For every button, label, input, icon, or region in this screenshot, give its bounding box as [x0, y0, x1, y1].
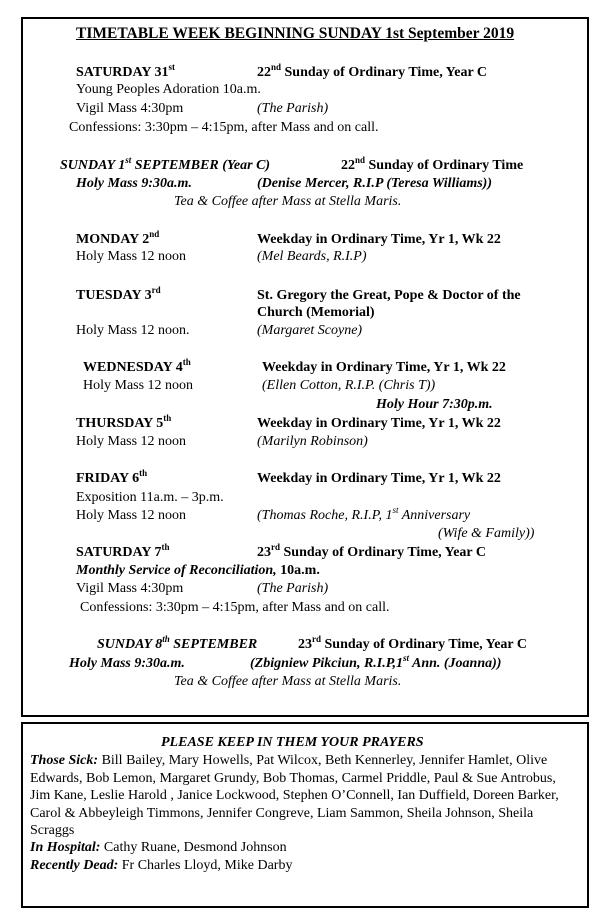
prayers-heading: PLEASE KEEP IN THEM YOUR PRAYERS [161, 735, 424, 750]
sick-names: Bill Bailey, Mary Howells, Pat Wilcox, Beth Kennerley, Jennifer Hamlet, Olive Edwards, Bob Lemon, Margaret Grundy, Bob Thomas, Carmel Priddle, Paul & Sue Antrobus, Jim Kane, Leslie Harold , Janice Lockwood, Stephen O’Connell, Ian Duffield, Doreen Barker, Carol & Abbeyleigh Timmons, Jennifer Congreve, Liam Sammon, Sheila Johnson, Sheila Scraggs [30, 753, 559, 838]
sat7-occasion: 23rd Sunday of Ordinary Time, Year C [257, 542, 487, 560]
prayers-sick [30, 752, 575, 840]
wed-holy-hour: Holy Hour 7:30p.m. [376, 397, 493, 412]
fri-occasion: Weekday in Ordinary Time, Yr 1, Wk 22 [257, 471, 501, 486]
fri-exposition: Exposition 11a.m. – 3p.m. [76, 490, 224, 505]
fri-intention-2: (Wife & Family)) [438, 526, 535, 541]
wed-mass: Holy Mass 12 noon [83, 378, 194, 393]
fri-day: FRIDAY 6th [76, 468, 148, 486]
thu-intention: (Marilyn Robinson) [257, 434, 368, 449]
mon-day: MONDAY 2nd [76, 229, 160, 247]
mon-occasion: Weekday in Ordinary Time, Yr 1, Wk 22 [257, 232, 501, 247]
sat31-intention: (The Parish) [257, 101, 329, 116]
sun1-tea: Tea & Coffee after Mass at Stella Maris. [174, 194, 402, 209]
tue-intention: (Margaret Scoyne) [257, 323, 363, 338]
sat7-mass: Vigil Mass 4:30pm [76, 581, 184, 596]
sun1-mass: Holy Mass 9:30a.m. [76, 176, 192, 191]
tue-occasion-1: St. Gregory the Great, Pope & Doctor of the [257, 288, 521, 303]
sun1-occasion: 22nd Sunday of Ordinary Time [341, 155, 524, 173]
sat31-occasion: 22nd Sunday of Ordinary Time, Year C [257, 62, 488, 80]
sun8-intention: (Zbigniew Pikciun, R.I.P,1st Ann. (Joanna)) [250, 653, 502, 671]
wed-day: WEDNESDAY 4th [83, 357, 191, 375]
prayers-hospital: In Hospital: Cathy Ruane, Desmond Johnson [30, 840, 287, 855]
sun8-occasion: 23rd Sunday of Ordinary Time, Year C [298, 634, 528, 652]
sat7-confessions: Confessions: 3:30pm – 4:15pm, after Mass and on call. [80, 600, 390, 615]
sun8-mass: Holy Mass 9:30a.m. [69, 656, 185, 671]
tue-mass: Holy Mass 12 noon. [76, 323, 190, 338]
tue-occasion-2: Church (Memorial) [257, 305, 375, 320]
sat31-mass: Vigil Mass 4:30pm [76, 101, 184, 116]
sat7-day: SATURDAY 7th [76, 542, 170, 560]
sun1-intention: (Denise Mercer, R.I.P (Teresa Williams)) [257, 176, 493, 191]
thu-mass: Holy Mass 12 noon [76, 434, 187, 449]
sat31-confessions: Confessions: 3:30pm – 4:15pm, after Mass and on call. [69, 120, 379, 135]
sick-label: Those Sick: [30, 753, 99, 768]
sat7-intention: (The Parish) [257, 581, 329, 596]
tue-day: TUESDAY 3rd [76, 285, 161, 303]
wed-intention: (Ellen Cotton, R.I.P. (Chris T)) [262, 378, 436, 393]
sun8-tea: Tea & Coffee after Mass at Stella Maris. [174, 674, 402, 689]
sun8-day: SUNDAY 8th SEPTEMBER [97, 634, 258, 652]
sun1-day: SUNDAY 1st SEPTEMBER (Year C) [60, 155, 271, 173]
sat31-day: SATURDAY 31st [76, 62, 175, 80]
thu-day: THURSDAY 5th [76, 413, 172, 431]
thu-occasion: Weekday in Ordinary Time, Yr 1, Wk 22 [257, 416, 501, 431]
sat31-adoration: Young Peoples Adoration 10a.m. [76, 82, 261, 97]
fri-intention: (Thomas Roche, R.I.P, 1st Anniversary [257, 505, 471, 523]
wed-occasion: Weekday in Ordinary Time, Yr 1, Wk 22 [262, 360, 506, 375]
page-title: TIMETABLE WEEK BEGINNING SUNDAY 1st September 2019 [76, 25, 515, 42]
mon-intention: (Mel Beards, R.I.P) [257, 249, 367, 264]
mon-mass: Holy Mass 12 noon [76, 249, 187, 264]
sat7-reconciliation: Monthly Service of Reconciliation, 10a.m. [76, 563, 320, 578]
prayers-recently-dead: Recently Dead: Fr Charles Lloyd, Mike Darby [30, 858, 293, 873]
fri-mass: Holy Mass 12 noon [76, 508, 187, 523]
